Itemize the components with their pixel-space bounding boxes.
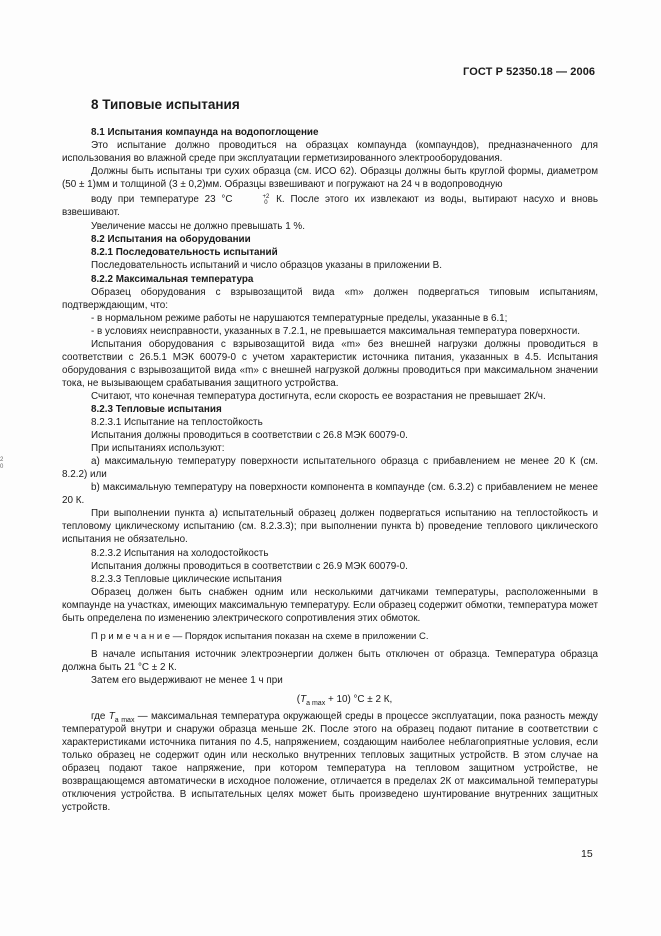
paragraph: Испытания должны проводиться в соответствии с 26.8 МЭК 60079-0.: [91, 430, 408, 442]
margin-mark-bottom: 0: [0, 464, 4, 470]
paragraph: В начале испытания источник электроэнергии должен быть отключен от образца. Температура образца должна быть 21 °С ± 2 К.: [62, 648, 598, 673]
heading-8-2: 8.2 Испытания на оборудовании: [91, 234, 251, 246]
list-item: b) максимальную температуру на поверхности компонента в компаунде (см. 6.3.2) с прибавлением не менее 20 К.: [62, 482, 598, 507]
text-span: К. После этого их извлекают из воды, вытирают насухо и вновь взвешивают.: [62, 194, 599, 219]
paragraph: При испытаниях используют:: [91, 443, 225, 455]
page-number: 15: [581, 848, 593, 860]
formula-open: (: [296, 693, 301, 705]
heading-8-1: 8.1 Испытания компаунда на водопоглощение: [91, 127, 319, 138]
paragraph: При выполнении пункта а) испытательный образец должен подвергаться испытанию на теплостойкость и тепловому циклическому испытанию (см. 8.2.3.3); при выполнении пункта b) проведение теплового циклического испытания не обязательно.: [62, 508, 598, 546]
symbol-subscript: a max: [114, 716, 135, 724]
paragraph-water-temp: [62, 193, 598, 219]
section-title: 8 Типовые испытания: [91, 97, 240, 112]
list-item: а) максимальную температуру поверхности испытательного образца с прибавлением не менее 20 К (см. 8.2.2) или: [62, 456, 598, 481]
tolerance-fraction: [234, 194, 270, 206]
subheading-8-2-3-1: 8.2.3.1 Испытание на теплостойкость: [91, 417, 263, 429]
paragraph: Увеличение массы не должно превышать 1 %.: [91, 221, 305, 233]
paragraph-definition: [62, 710, 598, 814]
document-body: [62, 126, 599, 814]
margin-marks: [0, 457, 3, 471]
text-span: — максимальная температура окружающей среды в процессе эксплуатации, пока разность между температурой внутри и снаружи образца меньше 2К. После этого на образец подают питание в соответствии с характеристиками источника питания по 4.5, напряжением, создающим наиболее неблагоприятные условия, если только образец не содержит один или несколько внутренних тепловых защитных устройств. В этом случае на образец подают такое напряжение, при котором температура на тепловом защитном устройстве, не возвращающемся автоматически в исходное положение, отличается в пределах 2К от максимальной температуры отключения устройства. В испытательных целях может быть произведено шунтирование внутренних защитных устройств.: [62, 711, 598, 814]
paragraph: Затем его выдерживают не менее 1 ч при: [91, 674, 283, 686]
paragraph: Образец должен быть снабжен одним или несколькими датчиками температуры, расположенными в компаунде на участках, имеющих максимальную температуру. Если образец содержит обмотки, температура может быть определена по изменению электрического сопротивления этих обмоток.: [62, 586, 599, 624]
text-span: где: [91, 711, 109, 723]
subheading-8-2-3-3: 8.2.3.3 Тепловые циклические испытания: [91, 573, 282, 585]
paragraph: Испытания оборудования с взрывозащитой вида «m» без внешней нагрузки должны проводиться в соответствии с 26.5.1 МЭК 60079-0 с учетом характеристик источника питания, указанных в 4.5. Испытания оборудования с взрывозащитой вида «m» с внешней нагрузкой должны проводиться при максимальном значении тока, не вызывающем срабатывания защитного устройства.: [62, 338, 598, 389]
paragraph: Считают, что конечная температура достигнута, если скорость ее возрастания не превышает 2К/ч.: [91, 390, 546, 402]
tolerance-lower: 0: [264, 199, 268, 206]
margin-mark-top: 2: [0, 457, 4, 463]
symbol: T: [108, 711, 115, 723]
note-label: П р и м е ч а н и е: [91, 630, 171, 642]
paragraph: Последовательность испытаний и число образцов указаны в приложении В.: [91, 260, 443, 272]
tolerance-upper: +2: [262, 193, 270, 200]
paragraph: Это испытание должно проводиться на образцах компаунда (компаундов), предназначенного для использования во влажной среде при эксплуатации герметизированного электрооборудования.: [62, 140, 598, 165]
list-item: - в условиях неисправности, указанных в 7.2.1, не превышается максимальная температура поверхности.: [91, 325, 581, 337]
list-item: - в нормальном режиме работы не нарушаются температурные пределы, указанные в 6.1;: [91, 312, 508, 324]
heading-8-2-3: 8.2.3 Тепловые испытания: [91, 403, 222, 415]
note: [62, 630, 598, 643]
subheading-8-2-3-2: 8.2.3.2 Испытания на холодостойкость: [91, 547, 269, 559]
paragraph: Образец оборудования с взрывозащитой вида «m» должен подвергаться типовым испытаниям, подтверждающим, что:: [62, 286, 598, 311]
formula-subscript: a max: [306, 699, 326, 707]
heading-8-2-2: 8.2.2 Максимальная температура: [91, 273, 254, 285]
paragraph: Испытания должны проводиться в соответствии с 26.9 МЭК 60079-0.: [91, 560, 408, 572]
text-span: воду при температуре 23 °С: [91, 194, 233, 206]
paragraph: Должны быть испытаны три сухих образца (см. ИСО 62). Образцы должны быть круглой формы, диаметром (50 ± 1)мм и толщиной (3 ± 0,2)мм. Образцы взвешивают и погружают на 24 ч в водопроводную: [62, 166, 598, 191]
heading-8-2-1: 8.2.1 Последовательность испытаний: [91, 247, 278, 259]
formula: [91, 693, 598, 706]
formula-symbol: T: [300, 693, 307, 705]
note-text: — Порядок испытания показан на схеме в приложении С.: [170, 630, 429, 642]
document-code-header: ГОСТ Р 52350.18 — 2006: [463, 66, 596, 78]
formula-rest: + 10) °С ± 2 К,: [325, 693, 393, 705]
